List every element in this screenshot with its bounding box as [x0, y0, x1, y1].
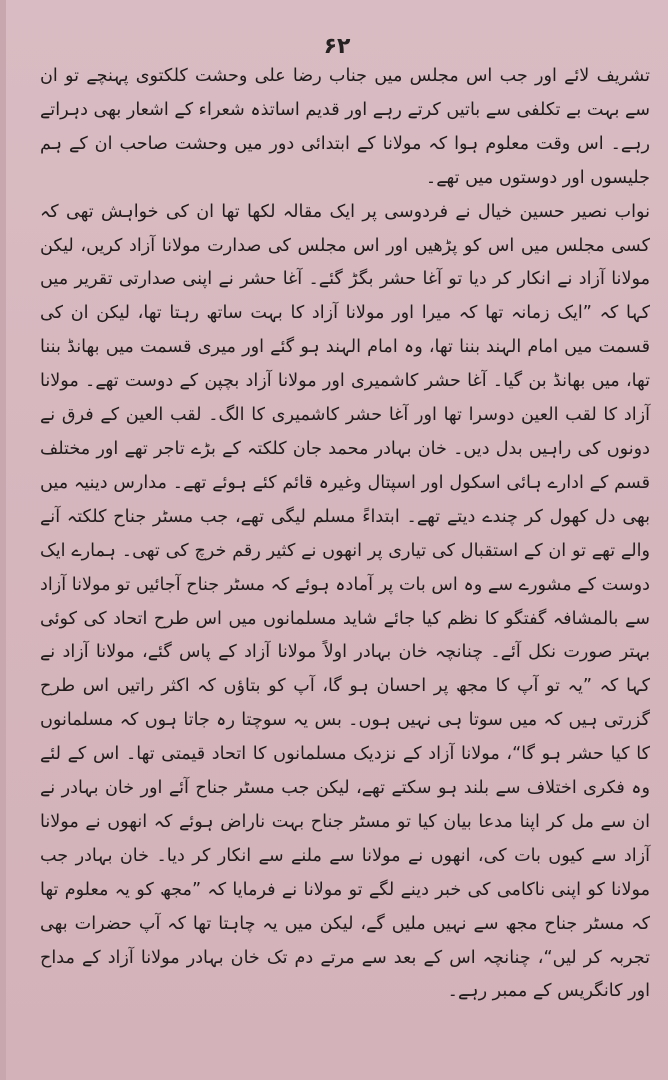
paragraph-1: تشریف لائے اور جب اس مجلس میں جناب رضا علی وحشت کلکتوی پہنچے تو ان سے بہت بے تکلفی سے باتیں کرتے رہے اور قدیم اساتذہ شعراء کے اشعار بھی دہراتے رہے۔ اس وقت معلوم ہوا کہ مولانا کے ابتدائی دور میں وحشت صاحب ان کے ہم جلیسوں اور دوستوں میں تھے۔	[40, 66, 650, 188]
paragraph-2: نواب نصیر حسین خیال نے فردوسی پر ایک مقالہ لکھا تھا ان کی خواہش تھی کہ کسی مجلس میں اس کو پڑھیں اور اس مجلس کی صدارت مولانا آزاد کریں، لیکن مولانا آزاد نے انکار کر دیا تو آغا حشر بگڑ گئے۔ آغا حشر نے اپنی صدارتی تقریر میں کہا کہ ”ایک زمانہ تھا کہ میرا اور مولانا آزاد کا بہت ساتھ رہتا تھا، لیکن ان کی قسمت میں امام الہند بننا تھا، وہ امام الہند ہو گئے اور میری قسمت میں بھانڈ بننا تھا، میں بھانڈ بن گیا۔ آغا حشر کاشمیری اور مولانا آزاد بچپن کے دوست تھے۔ مولانا آزاد کا لقب العین دوسرا تھا اور آغا حشر کاشمیری کا الگ۔ لقب العین کے فرق نے دونوں کی راہیں بدل دیں۔ خان بہادر محمد جان کلکتہ کے بڑے تاجر تھے اور مختلف قسم کے ادارے ہائی اسکول اور اسپتال وغیرہ قائم کئے ہوئے تھے۔ مدارس دینیہ میں بھی دل کھول کر چندے دیتے تھے۔ ابتداءً مسلم لیگی تھے، جب مسٹر جناح کلکتہ آنے والے تھے تو ان کے استقبال کی تیاری پر انھوں نے کثیر رقم خرچ کی تھی۔ ہمارے ایک دوست کے مشورے سے وہ اس بات پر آمادہ ہوئے کہ مسٹر جناح آجائیں تو مولانا آزاد سے بالمشافہ گفتگو کا نظم کیا جائے شاید مسلمانوں میں اس طرح اتحاد کی کوئی بہتر صورت نکل آئے۔ چنانچہ خان بہادر اولاً مولانا آزاد کے پاس گئے، مولانا آزاد نے کہا کہ ”یہ تو آپ کا مجھ پر احسان ہو گا، آپ کو بتاؤں کہ اکثر راتیں اس طرح گزرتی ہیں کہ میں سوتا ہی نہیں ہوں۔ بس یہ سوچتا رہ جاتا ہوں کہ مسلمانوں کا کیا حشر ہو گا“، مولانا آزاد کے نزدیک مسلمانوں کا اتحاد قیمتی تھا۔ اس کے لئے وہ فکری اختلاف سے بلند ہو سکتے تھے، لیکن جب مسٹر جناح آئے اور خان بہادر نے ان سے مل کر اپنا مدعا بیان کیا تو مسٹر جناح بہت ناراض ہوئے کہ انھوں نے مولانا آزاد سے کیوں بات کی، انھوں نے مولانا سے ملنے سے انکار کر دیا۔ خان بہادر جب مولانا کو اپنی ناکامی کی خبر دینے لگے تو مولانا نے فرمایا کہ ”مجھ کو یہ معلوم تھا کہ مسٹر جناح مجھ سے نہیں ملیں گے، لیکن میں یہ چاہتا تھا کہ آپ حضرات بھی تجربہ کر لیں“، چنانچہ اس کے بعد سے مرتے دم تک خان بہادر مولانا آزاد کے مداح اور کانگریس کے ممبر رہے۔	[40, 201, 650, 1002]
page-number: ۶۲	[323, 34, 351, 59]
page-body	[40, 60, 650, 1009]
